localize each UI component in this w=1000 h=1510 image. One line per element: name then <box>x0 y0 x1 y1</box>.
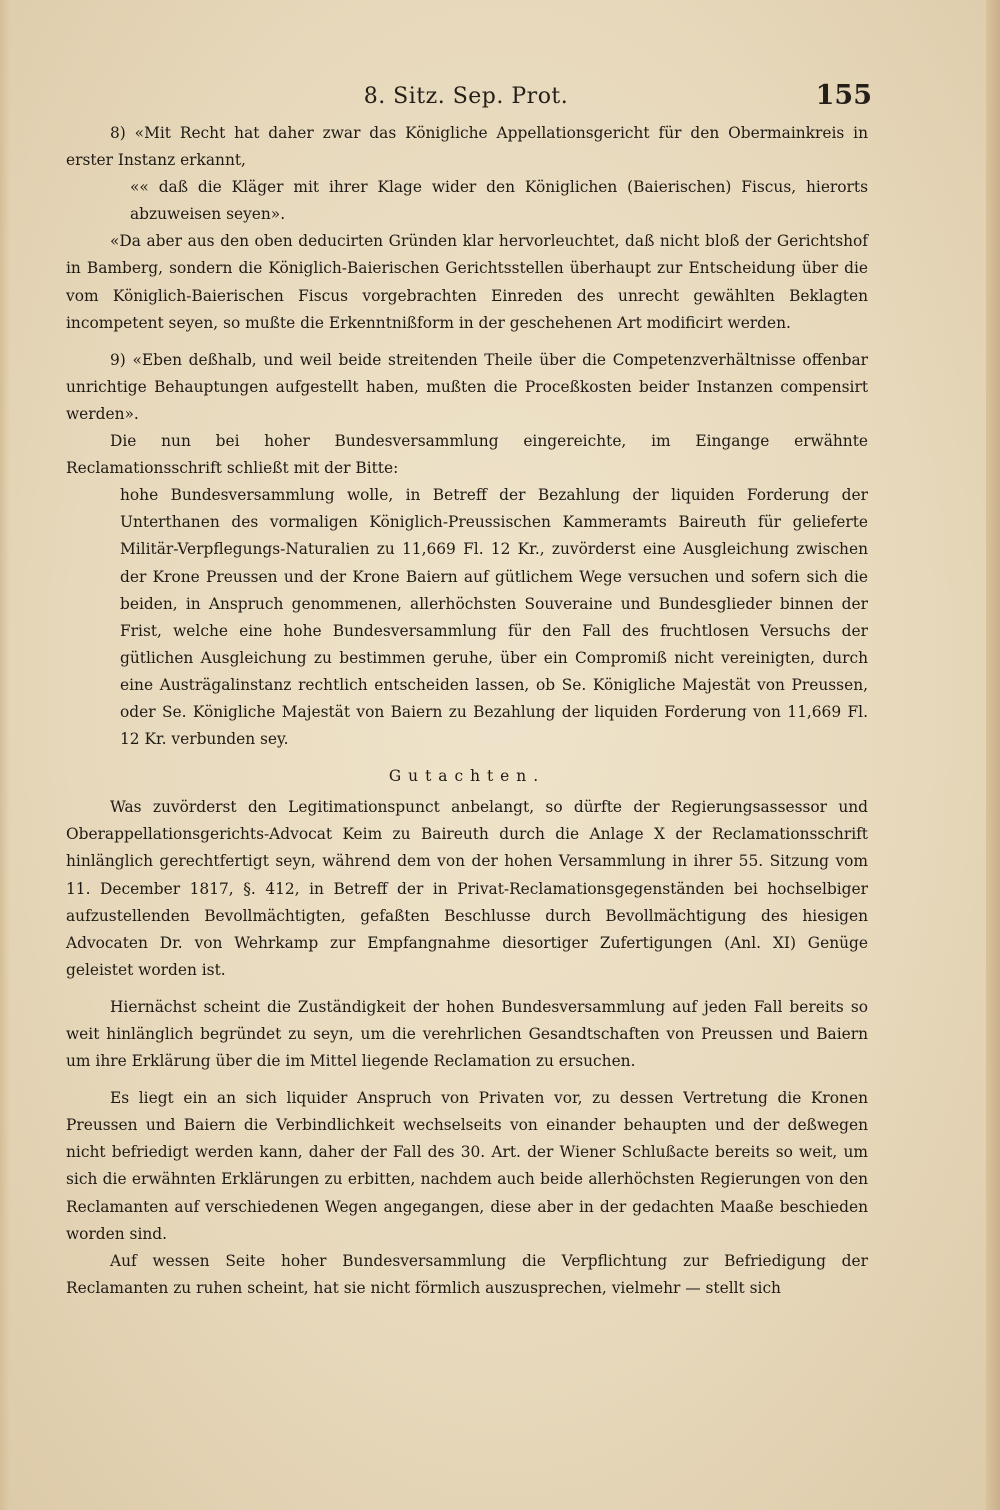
running-title: 8. Sitz. Sep. Prot. <box>363 84 569 109</box>
paragraph-reasoning: «Da aber aus den oben deducirten Gründen klar hervorleuchtet, daß nicht bloß der Gerichtshof in Bamberg, sondern die Königlich-Baierischen Gerichtsstellen überhaupt zur Entscheidung über die vom Königlich-Baierischen Fiscus vorgebrachten Einreden des unrecht gewählten Beklagten incompetent seyen, so mußte die Erkenntnißform in der geschehenen Art modificirt werden. <box>66 232 868 332</box>
petition-request: hohe Bundesversammlung wolle, in Betreff der Bezahlung der liquiden Forderung der Unterthanen des vormaligen Königlich-Preussischen Kammeramts Baireuth für gelieferte Militär-Verpflegungs-Naturalien zu 11,669 Fl. 12 Kr., zuvörderst eine Ausgleichung zwischen der Krone Preussen und der Krone Baiern auf gütlichem Wege versuchen und sofern sich die beiden, in Anspruch genommenen, allerhöchsten Souveraine und Bundesglieder binnen der Frist, welche eine hohe Bundesversammlung für den Fall des fruchtlosen Versuchs der gütlichen Ausgleichung zu bestimmen geruhe, über ein Compromiß nicht vereinigten, durch eine Austrägalinstanz rechtlich entscheiden lassen, ob Se. Königliche Majestät von Preussen, oder Se. Königliche Majestät von Baiern zu Bezahlung der liquiden Forderung von 11,669 Fl. 12 Kr. verbunden sey. <box>120 486 868 749</box>
paragraph-petition-intro: Die nun bei hoher Bundesversammlung eingereichte, im Eingange erwähnte Reclamationsschrift schließt mit der Bitte: <box>66 432 868 478</box>
page-number: 155 <box>815 80 872 111</box>
paragraph-obligation: Auf wessen Seite hoher Bundesversammlung die Verpflichtung zur Befriedigung der Reclamanten zu ruhen scheint, hat sie nicht förmlich auszusprechen, vielmehr — stellt sich <box>66 1251 868 1297</box>
running-head <box>60 74 872 114</box>
paragraph-8: 8) «Mit Recht hat daher zwar das Königliche Appellationsgericht für den Obermainkreis in erster Instanz erkannt, <box>66 124 868 170</box>
paragraph-legitimation: Was zuvörderst den Legitimationspunct anbelangt, so dürfte der Regierungsassessor und Oberappellationsgerichts-Advocat Keim zu Baireuth durch die Anlage X der Reclamationsschrift hinlänglich gerechtfertigt seyn, während dem von der hohen Versammlung in ihrer 55. Sitzung vom 11. December 1817, §. 412, in Betreff der in Privat-Reclamationsgegenständen bei hochselbiger aufzustellenden Bevollmächtigten, gefaßten Beschlusse durch Bevollmächtigung des hiesigen Advocaten Dr. von Wehrkamp zur Empfangnahme diesortiger Zufertigungen (Anl. XI) Genüge geleistet worden ist. <box>66 798 868 979</box>
page-edge-left <box>0 0 10 1510</box>
section-heading: Gutachten. <box>388 767 546 786</box>
paragraph-9: 9) «Eben deßhalb, und weil beide streitenden Theile über die Competenzverhältnisse offenbar unrichtige Behauptungen aufgestellt haben, mußten die Proceßkosten beider Instanzen compensirt werden». <box>66 350 868 423</box>
body-text <box>66 120 868 1302</box>
page-edge-right <box>986 0 1000 1510</box>
paragraph-claim: Es liegt ein an sich liquider Anspruch von Privaten vor, zu dessen Vertretung die Kronen Preussen und Baiern die Verbindlichkeit wechselseits von einander behaupten und der deßwegen nicht befriedigt werden kann, daher der Fall des 30. Art. der Wiener Schlußacte bereits so weit, um sich die erwähnten Erklärungen zu erbitten, nachdem auch beide allerhöchsten Regierungen von den Reclamanten auf verschiedenen Wegen angegangen, diese aber in der gedachten Maaße beschieden worden sind. <box>66 1089 868 1243</box>
quoted-verdict: «« daß die Kläger mit ihrer Klage wider den Königlichen (Baierischen) Fiscus, hierorts abzuweisen seyen». <box>130 178 868 224</box>
paragraph-competence: Hiernächst scheint die Zuständigkeit der hohen Bundesversammlung auf jeden Fall bereits so weit hinlänglich begründet zu seyn, um die verehrlichen Gesandtschaften von Preussen und Baiern um ihre Erklärung über die im Mittel liegende Reclamation zu ersuchen. <box>66 997 868 1071</box>
